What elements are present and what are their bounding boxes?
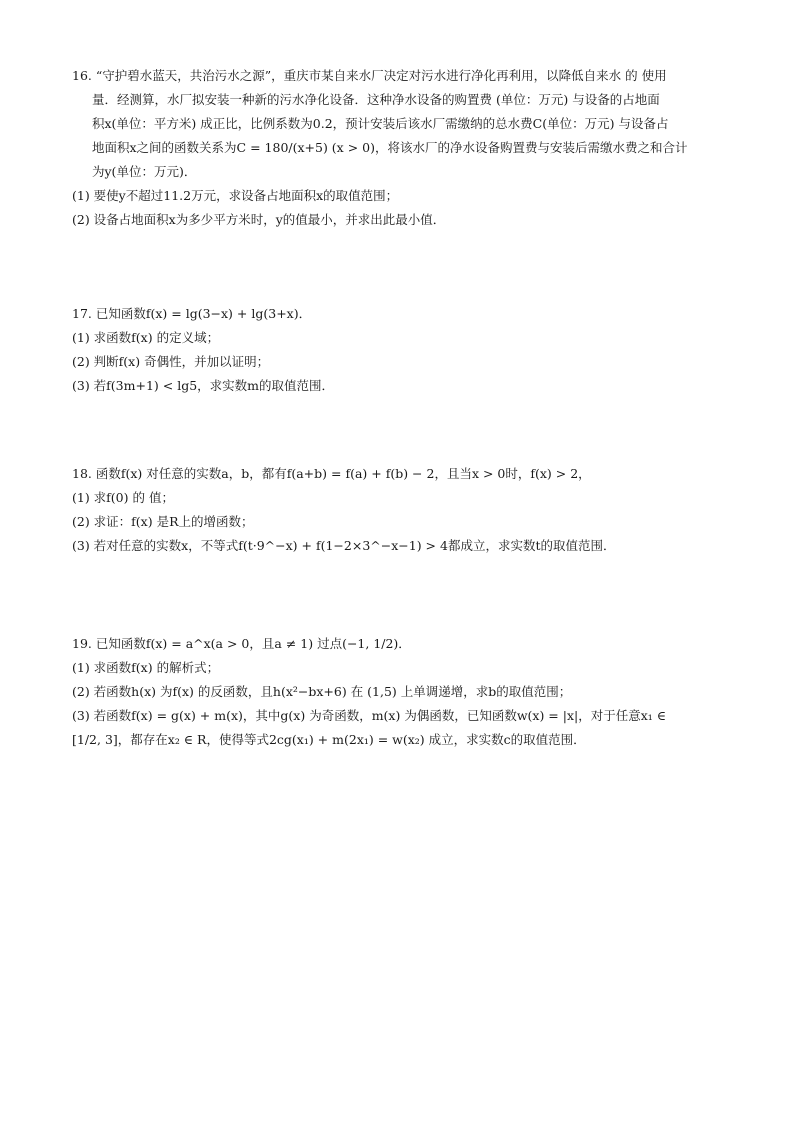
problem-16-stem-line-4: 地面积x之间的函数关系为C = 180/(x+5) (x > 0)，将该水厂的净水设备购置费与安装后需缴水费之和合计: [92, 140, 688, 155]
problem-number: 17.: [72, 306, 96, 321]
problem-17-part-2: (2) 判断f(x) 奇偶性，并加以证明；: [72, 354, 270, 369]
problem-18-part-3: (3) 若对任意的实数x，不等式f(t·9^−x) + f(1−2×3^−x−1) > 4都成立，求实数t的取值范围．: [72, 538, 616, 553]
problem-17-stem: 17. 已知函数f(x) = lg(3−x) + lg(3+x)．: [72, 306, 312, 321]
problem-19-part-3-line-2: [1/2, 3]，都存在x₂ ∈ R，使得等式2cg(x₁) + m(2x₁) = w(x₂) 成立，求实数c的取值范围．: [72, 732, 586, 747]
problem-16-part-2: (2) 设备占地面积x为多少平方米时，y的值最小，并求出此最小值．: [72, 212, 446, 227]
problem-16-part-1: (1) 要使y不超过11.2万元，求设备占地面积x的取值范围；: [72, 188, 399, 203]
problem-16-stem-line-3: 积x(单位：平方米) 成正比，比例系数为0.2，预计安装后该水厂需缴纳的总水费C(单位：万元) 与设备占: [92, 116, 669, 131]
problem-18-part-2: (2) 求证：f(x) 是R上的增函数；: [72, 514, 254, 529]
problem-16-stem-line-2: 量．经测算，水厂拟安装一种新的污水净化设备．这种净水设备的购置费 (单位：万元) 与设备的占地面: [92, 92, 660, 107]
problem-16-stem-line-5: 为y(单位：万元)．: [92, 164, 197, 179]
problem-16-stem-line-1: 16. “守护碧水蓝天，共治污水之源”，重庆市某自来水厂决定对污水进行净化再利用，以降低自来水 的 使用: [72, 68, 667, 83]
problem-number: 19.: [72, 636, 96, 651]
problem-18-stem: 18. 函数f(x) 对任意的实数a，b，都有f(a+b) = f(a) + f(b) − 2，且当x > 0时，f(x) > 2，: [72, 466, 591, 481]
problem-18: [72, 462, 724, 558]
problem-19-part-1: (1) 求函数f(x) 的解析式；: [72, 660, 220, 675]
problem-19: [72, 632, 724, 752]
problem-19-part-3-line-1: (3) 若函数f(x) = g(x) + m(x)，其中g(x) 为奇函数，m(x) 为偶函数，已知函数w(x) = |x|，对于任意x₁ ∈: [72, 708, 667, 723]
problem-17-part-1: (1) 求函数f(x) 的定义域；: [72, 330, 220, 345]
problem-number: 16.: [72, 68, 96, 83]
problem-17-part-3: (3) 若f(3m+1) < lg5，求实数m的取值范围．: [72, 378, 335, 393]
problem-17: [72, 302, 724, 398]
problem-19-part-2: (2) 若函数h(x) 为f(x) 的反函数，且h(x²−bx+6) 在 (1,5) 上单调递增，求b的取值范围；: [72, 684, 572, 699]
problem-16: [72, 64, 724, 232]
problem-18-part-1: (1) 求f(0) 的 值；: [72, 490, 174, 505]
problem-number: 18.: [72, 466, 96, 481]
problem-19-stem: 19. 已知函数f(x) = a^x(a > 0，且a ≠ 1) 过点(−1, 1/2)．: [72, 636, 411, 651]
